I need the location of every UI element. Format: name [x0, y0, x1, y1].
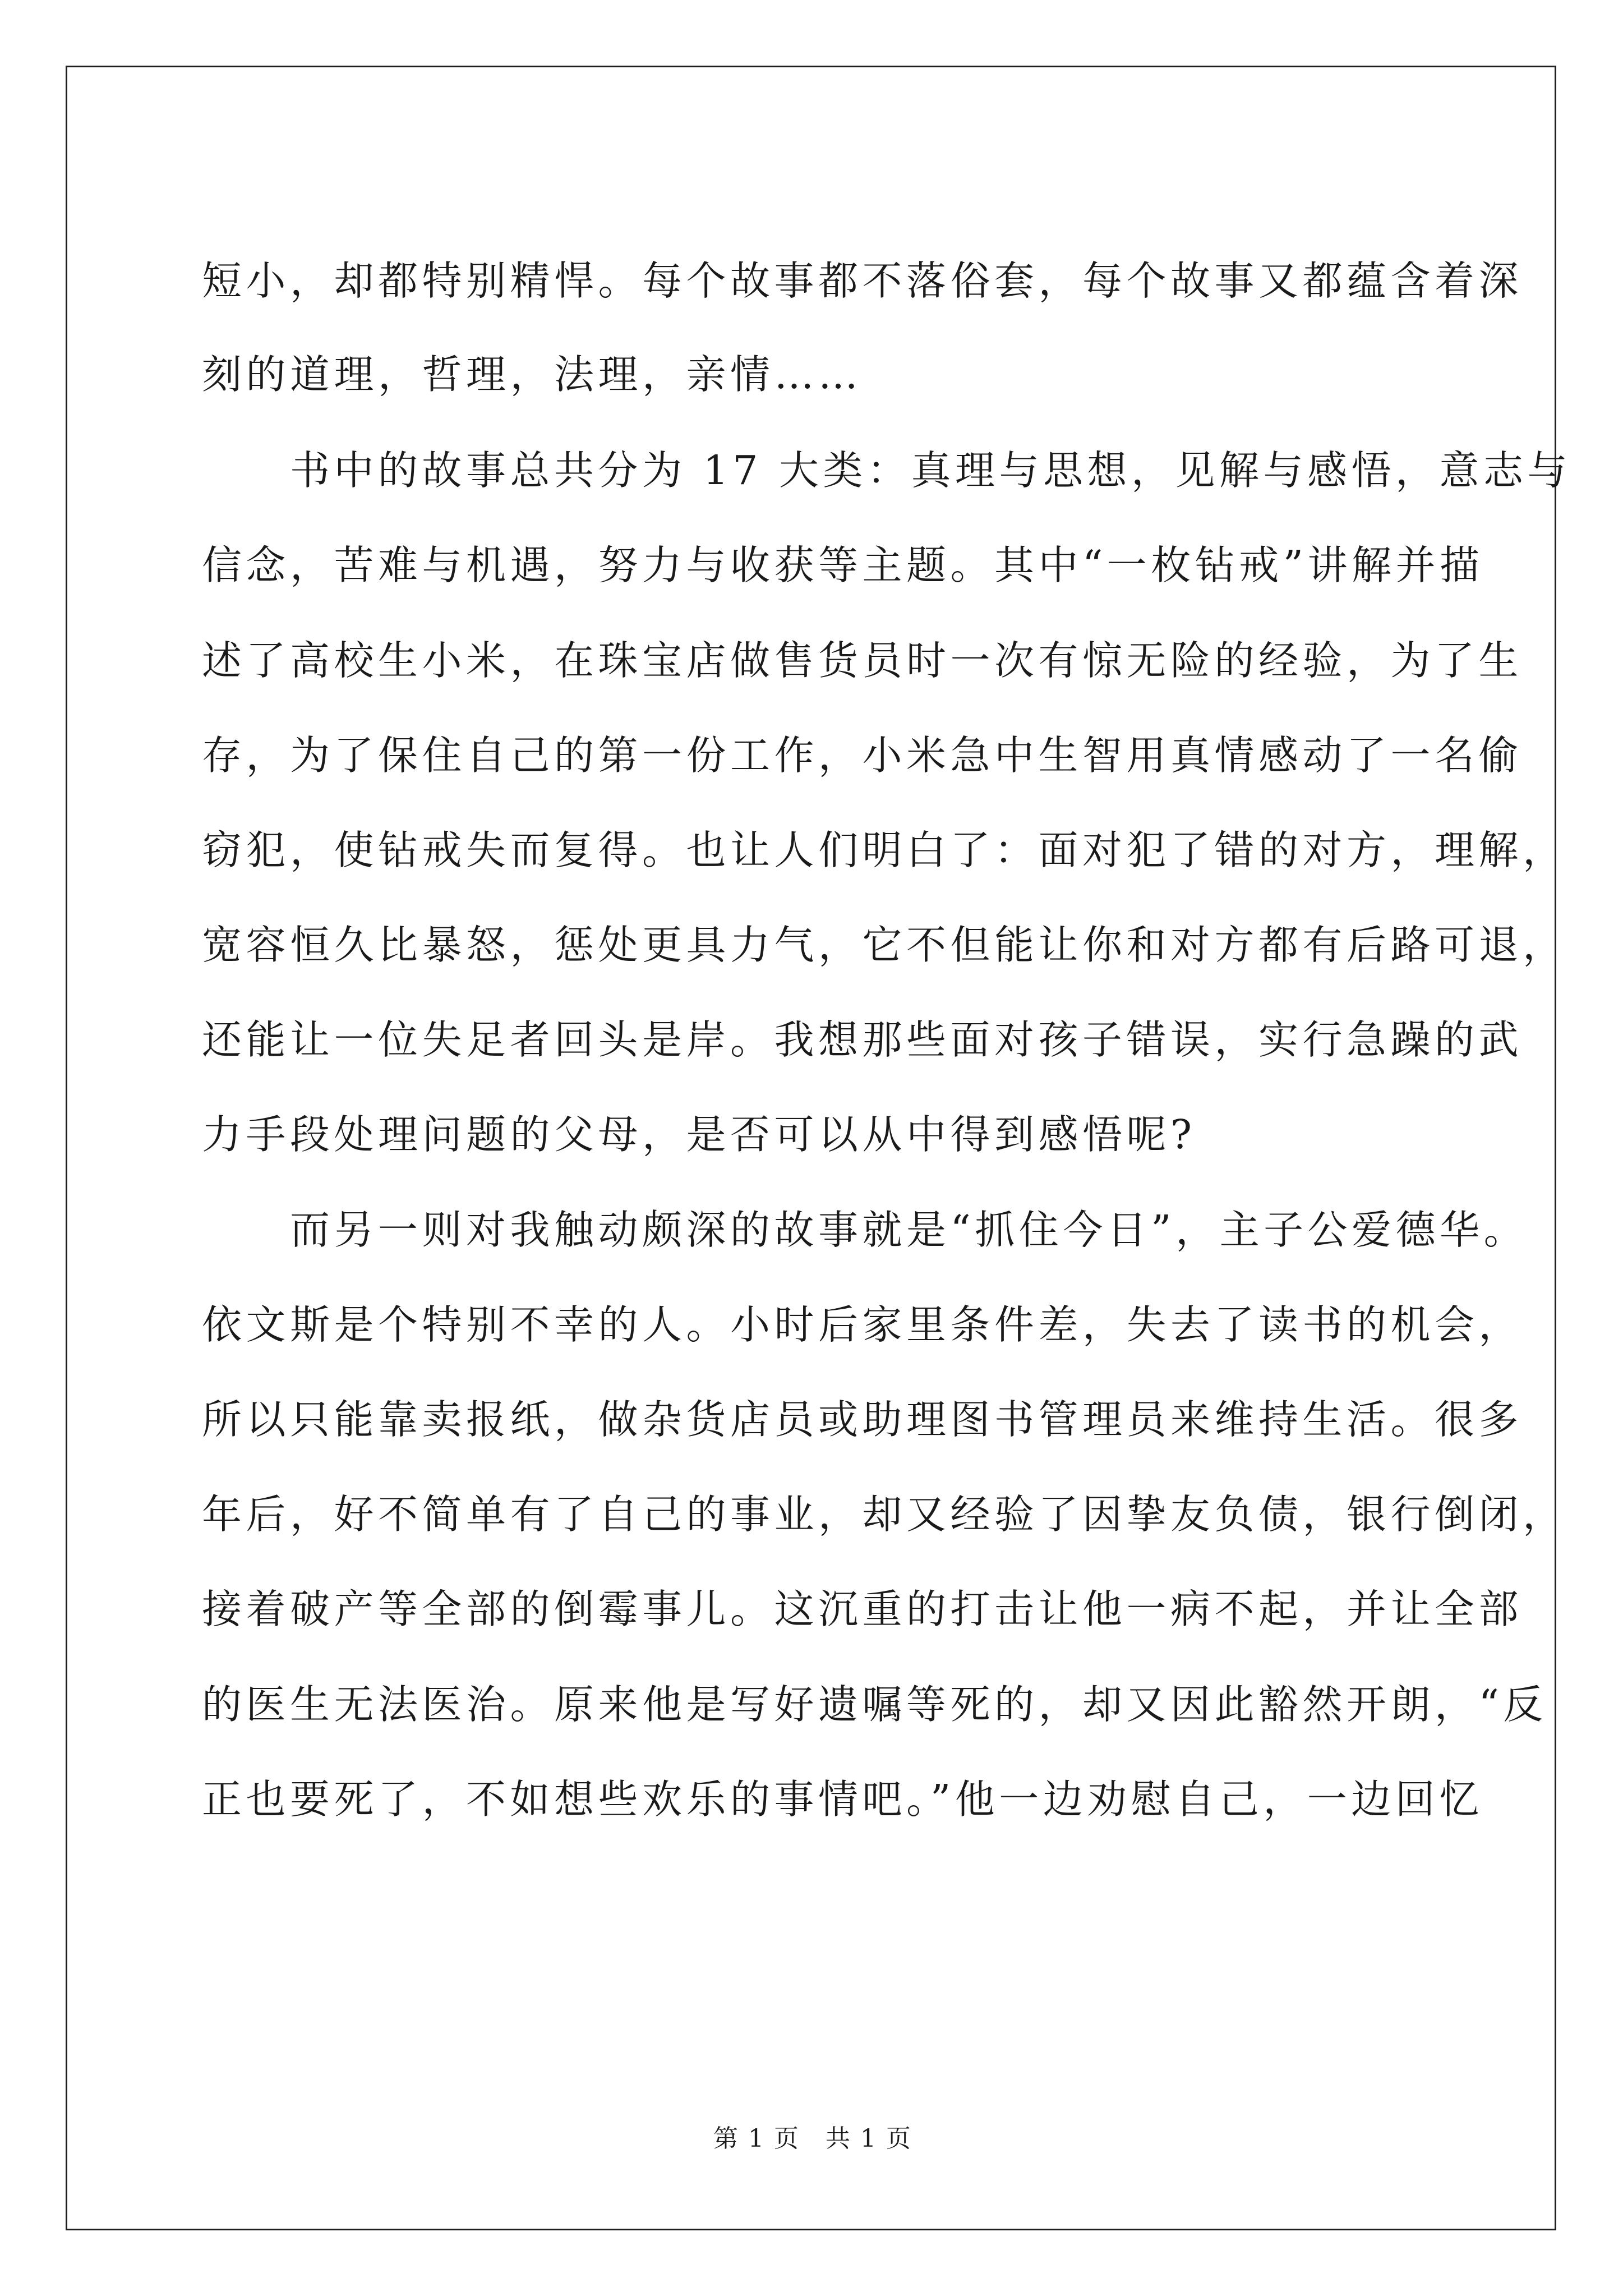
text-line: 力手段处理问题的父母，是否可以从中得到感悟呢? — [202, 1111, 1196, 1158]
text-line: 接着破产等全部的倒霉事儿。这沉重的打击让他一病不起，并让全部 — [202, 1586, 1523, 1632]
text-line: 窃犯，使钻戒失而复得。也让人们明白了：面对犯了错的对方，理解， — [202, 827, 1567, 873]
text-line: 存，为了保住自己的第一份工作，小米急中生智用真情感动了一名偷 — [202, 732, 1523, 779]
text-line: 述了高校生小米，在珠宝店做售货员时一次有惊无险的经验，为了生 — [202, 637, 1523, 684]
text-line: 而另一则对我触动颇深的故事就是“抓住今日”，主子公爱德华。 — [202, 1207, 1528, 1253]
text-line: 宽容恒久比暴怒，惩处更具力气，它不但能让你和对方都有后路可退， — [202, 922, 1567, 968]
text-line: 年后，好不简单有了自己的事业，却又经验了因挚友负债，银行倒闭， — [202, 1491, 1567, 1538]
page-frame — [66, 66, 1571, 2230]
text-line: 依文斯是个特别不幸的人。小时后家里条件差，失去了读书的机会， — [202, 1301, 1523, 1348]
text-line: 短小，却都特别精悍。每个故事都不落俗套，每个故事又都蕴含着深 — [202, 257, 1523, 304]
text-line: 还能让一位失足者回头是岸。我想那些面对孩子错误，实行急躁的武 — [202, 1016, 1523, 1063]
text-line: 书中的故事总共分为 17 大类：真理与思想，见解与感悟，意志与 — [202, 447, 1571, 494]
text-line: 的医生无法医治。原来他是写好遗嘱等死的，却又因此豁然开朗，“反 — [202, 1681, 1547, 1728]
text-line: 所以只能靠卖报纸，做杂货店员或助理图书管理员来维持生活。很多 — [202, 1396, 1523, 1443]
text-line: 刻的道理，哲理，法理，亲情…… — [202, 351, 863, 398]
page-footer: 第 1 页 共 1 页 — [713, 2124, 912, 2153]
text-line: 正也要死了，不如想些欢乐的事情吧。”他一边劝慰自己，一边回忆 — [202, 1776, 1483, 1823]
text-line: 信念，苦难与机遇，努力与收获等主题。其中“一枚钻戒”讲解并描 — [202, 542, 1484, 588]
